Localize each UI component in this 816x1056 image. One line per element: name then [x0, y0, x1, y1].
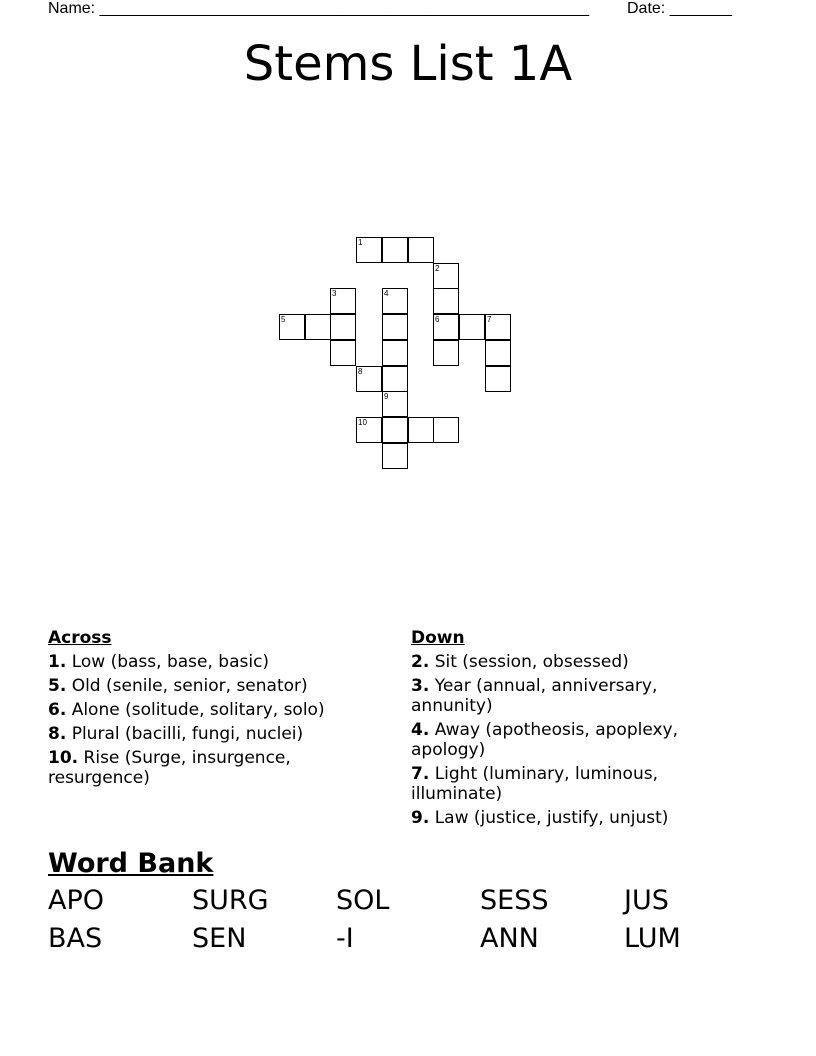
- crossword-cell-number: 2: [435, 264, 440, 273]
- crossword-cell[interactable]: [382, 391, 408, 417]
- crossword-cell[interactable]: [382, 366, 408, 392]
- crossword-cell[interactable]: [485, 314, 511, 340]
- crossword-cell-number: 1: [358, 238, 363, 247]
- across-clue-8: 8. Plural (bacilli, fungi, nuclei): [48, 724, 304, 744]
- word-bank-item: SEN: [192, 923, 247, 954]
- word-bank-item: LUM: [624, 923, 681, 954]
- down-clue-3: 3. Year (annual, anniversary, annunity): [411, 676, 658, 716]
- word-bank-item: SOL: [336, 885, 390, 916]
- crossword-cell[interactable]: [382, 417, 408, 443]
- crossword-cell[interactable]: [433, 263, 459, 289]
- crossword-cell[interactable]: [330, 288, 356, 314]
- crossword-cell-number: 10: [358, 418, 367, 427]
- crossword-cell-number: 4: [384, 289, 389, 298]
- crossword-cell[interactable]: [459, 314, 485, 340]
- crossword-cell[interactable]: [330, 340, 356, 366]
- crossword-cell[interactable]: [382, 288, 408, 314]
- page-title: Stems List 1A: [243, 36, 573, 92]
- down-heading: Down: [411, 628, 465, 648]
- crossword-cell-number: 7: [487, 315, 492, 324]
- crossword-cell[interactable]: [408, 417, 434, 443]
- crossword-cell[interactable]: [433, 417, 459, 443]
- crossword-cell-number: 5: [281, 315, 286, 324]
- word-bank-item: ANN: [480, 923, 539, 954]
- crossword-cell[interactable]: [382, 443, 408, 469]
- crossword-cell-number: 6: [435, 315, 440, 324]
- down-clue-4: 4. Away (apotheosis, apoplexy, apology): [411, 720, 679, 760]
- down-clue-7: 7. Light (luminary, luminous, illuminate): [411, 764, 658, 804]
- across-heading: Across: [48, 628, 112, 648]
- across-clue-1: 1. Low (bass, base, basic): [48, 652, 270, 672]
- crossword-cell[interactable]: [433, 314, 459, 340]
- across-clues: [48, 628, 368, 792]
- crossword-cell[interactable]: [356, 417, 382, 443]
- down-clue-9: 9. Law (justice, justify, unjust): [411, 808, 669, 828]
- word-bank-item: JUS: [624, 885, 669, 916]
- crossword-cell-number: 9: [384, 392, 389, 401]
- word-bank-item: SESS: [480, 885, 549, 916]
- across-clue-5: 5. Old (senile, senior, senator): [48, 676, 308, 696]
- crossword-cell[interactable]: [433, 288, 459, 314]
- crossword-cell[interactable]: [356, 237, 382, 263]
- word-bank-title: Word Bank: [48, 848, 214, 879]
- crossword-cell[interactable]: [356, 366, 382, 392]
- crossword-cell[interactable]: [485, 366, 511, 392]
- word-bank-item: -I: [336, 923, 354, 954]
- crossword-cell[interactable]: [433, 340, 459, 366]
- across-clue-10: 10. Rise (Surge, insurgence, resurgence): [48, 748, 291, 788]
- crossword-cell[interactable]: [305, 314, 331, 340]
- crossword-cell[interactable]: [408, 237, 434, 263]
- crossword-cell[interactable]: [279, 314, 305, 340]
- date-field-label[interactable]: Date: _______: [627, 0, 732, 17]
- word-bank-item: BAS: [48, 923, 103, 954]
- crossword-cell[interactable]: [382, 340, 408, 366]
- word-bank-item: APO: [48, 885, 105, 916]
- down-clues: [411, 628, 741, 832]
- crossword-cell[interactable]: [330, 314, 356, 340]
- crossword-cell-number: 3: [332, 289, 337, 298]
- crossword-cell-number: 8: [358, 367, 363, 376]
- word-bank-item: SURG: [192, 885, 269, 916]
- name-field-label[interactable]: Name: _______________________________________________________: [48, 0, 589, 17]
- across-clue-6: 6. Alone (solitude, solitary, solo): [48, 700, 325, 720]
- crossword-cell[interactable]: [382, 237, 408, 263]
- down-clue-2: 2. Sit (session, obsessed): [411, 652, 629, 672]
- crossword-cell[interactable]: [485, 340, 511, 366]
- crossword-cell[interactable]: [382, 314, 408, 340]
